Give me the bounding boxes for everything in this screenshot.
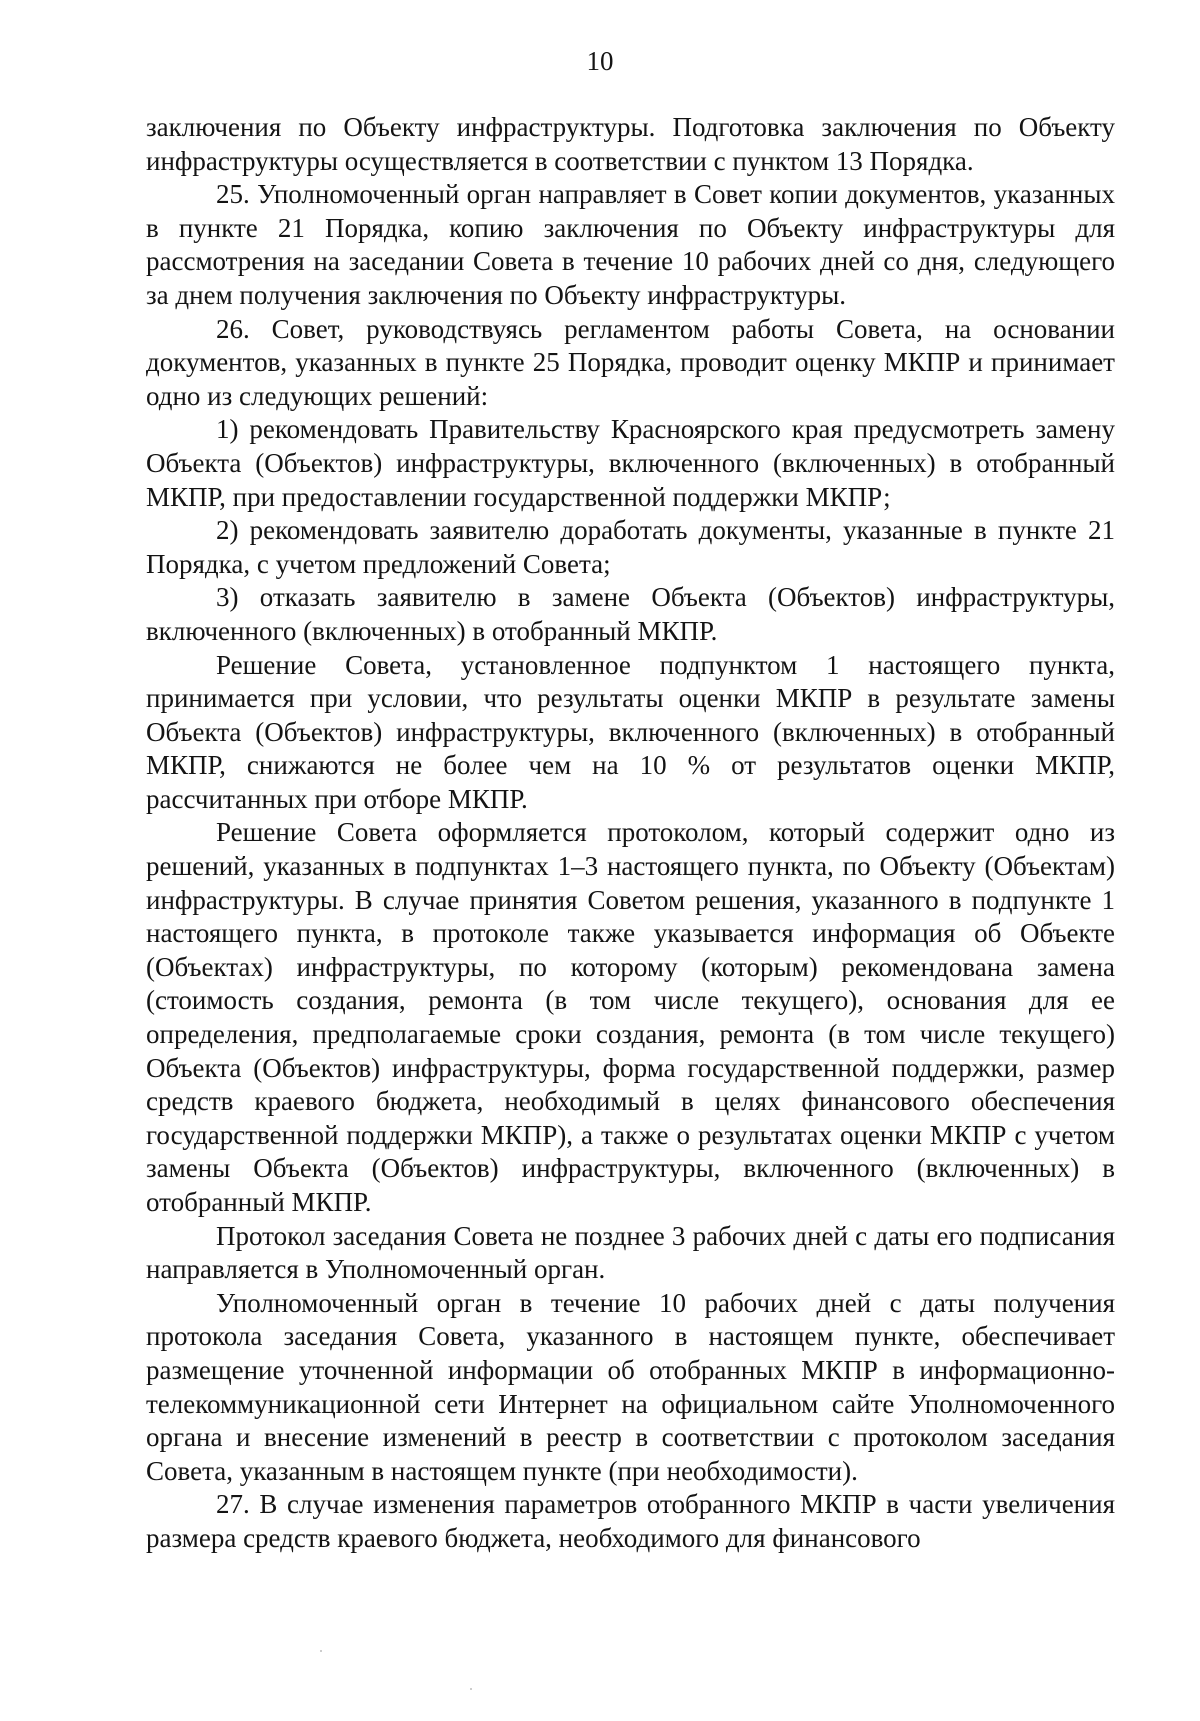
paragraph-item-27: 27. В случае изменения параметров отобранного МКПР в части увеличения размера средств краевого бюджета, необходимого для финансового xyxy=(146,1489,1115,1553)
paragraph-decision-protocol: Решение Совета оформляется протоколом, который содержит одно из решений, указанных в подпунктах 1–3 настоящего пункта, по Объекту (Объектам) инфраструктуры. В случае принятия Советом решения, указанного в подпункте 1 настоящего пункта, в протоколе также указывается информация об Объекте (Объектах) инфраструктуры, по которому (которым) рекомендована замена (стоимость создания, ремонта (в том числе текущего), основания для ее определения, предполагаемые сроки создания, ремонта (в том числе текущего) Объекта (Объектов) инфраструктуры, форма государственной поддержки, размер средств краевого бюджета, необходимый в целях финансового обеспечения государственной поддержки МКПР), а также о результатах оценки МКПР с учетом замены Объекта (Объектов) инфраструктуры, включенного (включенных) в отобранный МКПР. xyxy=(146,817,1115,1217)
subparagraph-3: 3) отказать заявителю в замене Объекта (Объектов) инфраструктуры, включенного (включенных) в отобранный МКПР. xyxy=(146,582,1115,646)
subparagraph-2: 2) рекомендовать заявителю доработать документы, указанные в пункте 21 Порядка, с учетом предложений Совета; xyxy=(146,515,1115,579)
paragraph-item-26: 26. Совет, руководствуясь регламентом работы Совета, на основании документов, указанных в пункте 25 Порядка, проводит оценку МКПР и принимает одно из следующих решений: xyxy=(146,313,1115,411)
document-body xyxy=(146,111,1115,1556)
paragraph-item-25: 25. Уполномоченный орган направляет в Совет копии документов, указанных в пункте 21 Порядка, копию заключения по Объекту инфраструктуры для рассмотрения на заседании Совета в течение 10 рабочих дней со дня, следующего за днем получения заключения по Объекту инфраструктуры. xyxy=(146,179,1115,310)
scan-speck xyxy=(470,1688,472,1690)
paragraph-continuation: заключения по Объекту инфраструктуры. Подготовка заключения по Объекту инфраструктуры осуществляется в соответствии с пунктом 13 Порядка. xyxy=(146,112,1115,176)
paragraph-info-publication: Уполномоченный орган в течение 10 рабочих дней с даты получения протокола заседания Совета, указанного в настоящем пункте, обеспечивает размещение уточненной информации об отобранных МКПР в информационно-телекоммуникационной сети Интернет на официальном сайте Уполномоченного органа и внесение изменений в реестр в соответствии с протоколом заседания Совета, указанным в настоящем пункте (при необходимости). xyxy=(146,1287,1115,1486)
paragraph-protocol-deadline: Протокол заседания Совета не позднее 3 рабочих дней с даты его подписания направляется в Уполномоченный орган. xyxy=(146,1220,1115,1285)
paragraph-decision-condition: Решение Совета, установленное подпунктом 1 настоящего пункта, принимается при условии, что результаты оценки МКПР в результате замены Объекта (Объектов) инфраструктуры, включенного (включенных) в отобранный МКПР, снижаются не более чем на 10 % от результатов оценки МКПР, рассчитанных при отборе МКПР. xyxy=(146,649,1115,814)
scan-speck xyxy=(320,1650,322,1652)
subparagraph-1: 1) рекомендовать Правительству Красноярского края предусмотреть замену Объекта (Объектов) инфраструктуры, включенного (включенных) в отобранный МКПР, при предоставлении государственной поддержки МКПР; xyxy=(146,414,1115,512)
page-number: 10 xyxy=(586,46,614,76)
